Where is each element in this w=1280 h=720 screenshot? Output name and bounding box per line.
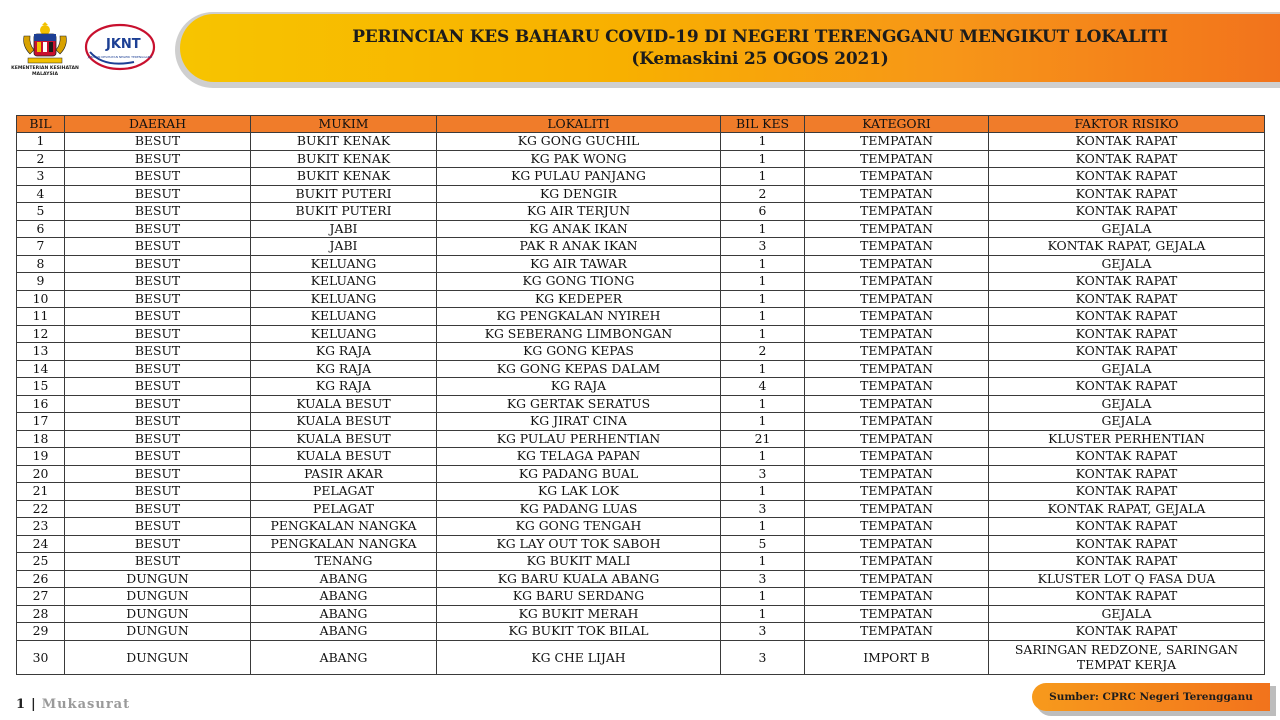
- table-cell: BESUT: [65, 500, 251, 518]
- table-cell: KG LAK LOK: [437, 483, 721, 501]
- table-cell: KLUSTER LOT Q FASA DUA: [989, 570, 1265, 588]
- table-cell: TEMPATAN: [805, 413, 989, 431]
- column-header: KATEGORI: [805, 116, 989, 133]
- table-row: [17, 395, 1265, 413]
- table-cell: GEJALA: [989, 605, 1265, 623]
- table-cell: 26: [17, 570, 65, 588]
- table-row: [17, 290, 1265, 308]
- table-row: [17, 325, 1265, 343]
- table-cell: BESUT: [65, 325, 251, 343]
- table-cell: ABANG: [251, 605, 437, 623]
- title-banner: [180, 14, 1280, 82]
- table-row: [17, 448, 1265, 466]
- table-cell: BESUT: [65, 430, 251, 448]
- table-row: [17, 500, 1265, 518]
- table-row: [17, 238, 1265, 256]
- table-row: [17, 185, 1265, 203]
- table-cell: KUALA BESUT: [251, 448, 437, 466]
- table-cell: BESUT: [65, 290, 251, 308]
- table-cell: KELUANG: [251, 325, 437, 343]
- table-cell: 16: [17, 395, 65, 413]
- table-cell: 17: [17, 413, 65, 431]
- table-cell: 15: [17, 378, 65, 396]
- table-cell: 13: [17, 343, 65, 361]
- table-cell: BESUT: [65, 518, 251, 536]
- table-cell: KG PADANG LUAS: [437, 500, 721, 518]
- table-cell: KG PULAU PERHENTIAN: [437, 430, 721, 448]
- jknt-emblem-icon: [84, 22, 156, 72]
- table-header-row: [17, 116, 1265, 133]
- table-cell: 20: [17, 465, 65, 483]
- table-cell: BESUT: [65, 343, 251, 361]
- table-cell: 3: [721, 465, 805, 483]
- table-cell: KELUANG: [251, 290, 437, 308]
- table-cell: 19: [17, 448, 65, 466]
- table-cell: BESUT: [65, 133, 251, 151]
- kkm-logo: [12, 22, 78, 84]
- table-cell: KUALA BESUT: [251, 430, 437, 448]
- table-cell: KONTAK RAPAT: [989, 535, 1265, 553]
- table-cell: KONTAK RAPAT: [989, 133, 1265, 151]
- table-cell: KG PENGKALAN NYIREH: [437, 308, 721, 326]
- table-row: [17, 133, 1265, 151]
- table-cell: TEMPATAN: [805, 185, 989, 203]
- table-cell: DUNGUN: [65, 605, 251, 623]
- table-cell: KG LAY OUT TOK SABOH: [437, 535, 721, 553]
- table-cell: KONTAK RAPAT: [989, 203, 1265, 221]
- table-cell: TEMPATAN: [805, 623, 989, 641]
- table-cell: KONTAK RAPAT, GEJALA: [989, 238, 1265, 256]
- table-cell: 1: [721, 483, 805, 501]
- table-row: [17, 343, 1265, 361]
- table-cell: 18: [17, 430, 65, 448]
- table-cell: BESUT: [65, 535, 251, 553]
- cases-table: [16, 115, 1265, 675]
- table-cell: 1: [721, 255, 805, 273]
- table-cell: 1: [721, 220, 805, 238]
- table-cell: TEMPATAN: [805, 290, 989, 308]
- table-cell: TEMPATAN: [805, 325, 989, 343]
- table-cell: DUNGUN: [65, 588, 251, 606]
- table-cell: 5: [721, 535, 805, 553]
- table-cell: 1: [721, 413, 805, 431]
- table-cell: BESUT: [65, 360, 251, 378]
- table-cell: KG AIR TERJUN: [437, 203, 721, 221]
- table-cell: KONTAK RAPAT, GEJALA: [989, 500, 1265, 518]
- column-header: MUKIM: [251, 116, 437, 133]
- table-cell: 29: [17, 623, 65, 641]
- table-cell: 9: [17, 273, 65, 291]
- table-cell: ABANG: [251, 588, 437, 606]
- table-cell: KG SEBERANG LIMBONGAN: [437, 325, 721, 343]
- table-cell: TEMPATAN: [805, 360, 989, 378]
- table-cell: KG BUKIT MERAH: [437, 605, 721, 623]
- table-cell: KG RAJA: [251, 378, 437, 396]
- table-cell: KONTAK RAPAT: [989, 483, 1265, 501]
- table-row: [17, 570, 1265, 588]
- table-cell: KUALA BESUT: [251, 395, 437, 413]
- table-cell: ABANG: [251, 623, 437, 641]
- svg-text:JKNT: JKNT: [106, 37, 141, 52]
- svg-text:JABATAN KESIHATAN NEGERI TEREN: JABATAN KESIHATAN NEGERI TERENGGANU: [87, 55, 153, 59]
- table-cell: KONTAK RAPAT: [989, 465, 1265, 483]
- table-cell: 27: [17, 588, 65, 606]
- table-cell: 4: [17, 185, 65, 203]
- table-row: [17, 273, 1265, 291]
- table-row: [17, 203, 1265, 221]
- table-cell: PELAGAT: [251, 483, 437, 501]
- table-cell: GEJALA: [989, 360, 1265, 378]
- table-cell: BESUT: [65, 448, 251, 466]
- column-header: BIL: [17, 116, 65, 133]
- table-cell: TEMPATAN: [805, 150, 989, 168]
- table-cell: JABI: [251, 238, 437, 256]
- table-cell: KG BARU KUALA ABANG: [437, 570, 721, 588]
- table-cell: DUNGUN: [65, 640, 251, 674]
- table-cell: 1: [721, 150, 805, 168]
- table-cell: BESUT: [65, 273, 251, 291]
- table-cell: TEMPATAN: [805, 448, 989, 466]
- table-cell: KG GONG GUCHIL: [437, 133, 721, 151]
- table-cell: KG RAJA: [437, 378, 721, 396]
- table-cell: TENANG: [251, 553, 437, 571]
- table-row: [17, 623, 1265, 641]
- table-cell: 1: [721, 360, 805, 378]
- table-cell: KG TELAGA PAPAN: [437, 448, 721, 466]
- table-cell: 1: [721, 518, 805, 536]
- table-cell: 1: [721, 273, 805, 291]
- table-cell: KONTAK RAPAT: [989, 290, 1265, 308]
- table-cell: PENGKALAN NANGKA: [251, 535, 437, 553]
- table-cell: KG GERTAK SERATUS: [437, 395, 721, 413]
- table-cell: 10: [17, 290, 65, 308]
- table-cell: 3: [721, 570, 805, 588]
- table-cell: KONTAK RAPAT: [989, 518, 1265, 536]
- table-cell: KONTAK RAPAT: [989, 553, 1265, 571]
- table-cell: BUKIT KENAK: [251, 150, 437, 168]
- table-cell: BESUT: [65, 168, 251, 186]
- table-row: [17, 150, 1265, 168]
- table-cell: 4: [721, 378, 805, 396]
- table-cell: 1: [721, 168, 805, 186]
- table-cell: TEMPATAN: [805, 203, 989, 221]
- table-cell: TEMPATAN: [805, 133, 989, 151]
- table-cell: KG AIR TAWAR: [437, 255, 721, 273]
- table-cell: 11: [17, 308, 65, 326]
- table-cell: 2: [721, 343, 805, 361]
- table-cell: KELUANG: [251, 308, 437, 326]
- table-cell: KG JIRAT CINA: [437, 413, 721, 431]
- table-cell: 24: [17, 535, 65, 553]
- table-cell: KONTAK RAPAT: [989, 185, 1265, 203]
- page-subtitle: (Kemaskini 25 OGOS 2021): [631, 49, 889, 69]
- table-cell: GEJALA: [989, 413, 1265, 431]
- table-cell: KG BUKIT MALI: [437, 553, 721, 571]
- table-cell: BESUT: [65, 395, 251, 413]
- table-cell: KG BARU SERDANG: [437, 588, 721, 606]
- table-cell: TEMPATAN: [805, 273, 989, 291]
- page-separator: |: [31, 697, 36, 712]
- table-cell: KONTAK RAPAT: [989, 588, 1265, 606]
- table-cell: PASIR AKAR: [251, 465, 437, 483]
- table-cell: KG BUKIT TOK BILAL: [437, 623, 721, 641]
- table-cell: 14: [17, 360, 65, 378]
- source-badge: Sumber: CPRC Negeri Terengganu: [1032, 683, 1270, 711]
- table-cell: 1: [721, 588, 805, 606]
- table-cell: 12: [17, 325, 65, 343]
- table-row: [17, 465, 1265, 483]
- table-cell: 3: [721, 623, 805, 641]
- table-body: [17, 133, 1265, 675]
- table-cell: 3: [721, 640, 805, 674]
- table-cell: BESUT: [65, 220, 251, 238]
- table-cell: KG GONG TIONG: [437, 273, 721, 291]
- table-cell: TEMPATAN: [805, 465, 989, 483]
- table-cell: TEMPATAN: [805, 238, 989, 256]
- table-cell: BESUT: [65, 255, 251, 273]
- page-title: PERINCIAN KES BAHARU COVID-19 DI NEGERI TERENGGANU MENGIKUT LOKALITI: [352, 27, 1168, 47]
- table-cell: TEMPATAN: [805, 343, 989, 361]
- table-cell: TEMPATAN: [805, 570, 989, 588]
- table-row: [17, 553, 1265, 571]
- table-cell: KELUANG: [251, 273, 437, 291]
- table-cell: GEJALA: [989, 395, 1265, 413]
- table-cell: KG GONG KEPAS DALAM: [437, 360, 721, 378]
- table-cell: TEMPATAN: [805, 553, 989, 571]
- table-cell: 1: [721, 605, 805, 623]
- table-row: [17, 255, 1265, 273]
- table-cell: 23: [17, 518, 65, 536]
- table-cell: KUALA BESUT: [251, 413, 437, 431]
- table-cell: BESUT: [65, 465, 251, 483]
- table-cell: 5: [17, 203, 65, 221]
- table-row: [17, 483, 1265, 501]
- table-cell: KG PULAU PANJANG: [437, 168, 721, 186]
- table-cell: ABANG: [251, 570, 437, 588]
- table-cell: BESUT: [65, 413, 251, 431]
- page-indicator: [16, 697, 130, 712]
- page-number: 1: [16, 697, 26, 712]
- table-cell: TEMPATAN: [805, 518, 989, 536]
- table-row: [17, 605, 1265, 623]
- table-cell: KG PADANG BUAL: [437, 465, 721, 483]
- table-cell: TEMPATAN: [805, 220, 989, 238]
- table-cell: 25: [17, 553, 65, 571]
- table-cell: TEMPATAN: [805, 168, 989, 186]
- table-cell: BUKIT PUTERI: [251, 203, 437, 221]
- table-cell: KONTAK RAPAT: [989, 448, 1265, 466]
- table-cell: KG RAJA: [251, 360, 437, 378]
- table-cell: BESUT: [65, 378, 251, 396]
- table-row: [17, 360, 1265, 378]
- table-cell: KG DENGIR: [437, 185, 721, 203]
- table-row: [17, 518, 1265, 536]
- table-cell: 1: [721, 448, 805, 466]
- table-cell: BUKIT KENAK: [251, 168, 437, 186]
- table-cell: PAK R ANAK IKAN: [437, 238, 721, 256]
- table-cell: TEMPATAN: [805, 378, 989, 396]
- table-cell: BESUT: [65, 553, 251, 571]
- table-row: [17, 588, 1265, 606]
- table-cell: IMPORT B: [805, 640, 989, 674]
- table-cell: SARINGAN REDZONE, SARINGAN TEMPAT KERJA: [989, 640, 1265, 674]
- table-cell: KELUANG: [251, 255, 437, 273]
- table-cell: KONTAK RAPAT: [989, 343, 1265, 361]
- table-cell: TEMPATAN: [805, 605, 989, 623]
- table-cell: TEMPATAN: [805, 255, 989, 273]
- table-cell: 22: [17, 500, 65, 518]
- table-cell: BESUT: [65, 308, 251, 326]
- table-cell: 8: [17, 255, 65, 273]
- table-cell: DUNGUN: [65, 623, 251, 641]
- table-cell: ABANG: [251, 640, 437, 674]
- table-cell: 1: [17, 133, 65, 151]
- column-header: BIL KES: [721, 116, 805, 133]
- table-row: [17, 308, 1265, 326]
- table-cell: 2: [17, 150, 65, 168]
- table-cell: KLUSTER PERHENTIAN: [989, 430, 1265, 448]
- table-cell: 3: [721, 238, 805, 256]
- table-cell: BESUT: [65, 203, 251, 221]
- table-cell: KONTAK RAPAT: [989, 325, 1265, 343]
- table-cell: DUNGUN: [65, 570, 251, 588]
- table-cell: PENGKALAN NANGKA: [251, 518, 437, 536]
- table-cell: TEMPATAN: [805, 430, 989, 448]
- table-cell: KONTAK RAPAT: [989, 273, 1265, 291]
- table-cell: 30: [17, 640, 65, 674]
- table-cell: 7: [17, 238, 65, 256]
- table-row: [17, 535, 1265, 553]
- table-cell: KG GONG KEPAS: [437, 343, 721, 361]
- table-cell: 1: [721, 553, 805, 571]
- coat-of-arms-icon: [20, 22, 70, 66]
- page-word: Mukasurat: [41, 697, 131, 712]
- table-row: [17, 378, 1265, 396]
- table-cell: TEMPATAN: [805, 588, 989, 606]
- table-cell: 3: [721, 500, 805, 518]
- table-cell: TEMPATAN: [805, 395, 989, 413]
- table-cell: PELAGAT: [251, 500, 437, 518]
- kkm-caption: KEMENTERIAN KESIHATAN MALAYSIA: [11, 66, 79, 77]
- table-cell: KG ANAK IKAN: [437, 220, 721, 238]
- table-cell: KG RAJA: [251, 343, 437, 361]
- table-cell: 1: [721, 290, 805, 308]
- table-cell: BUKIT KENAK: [251, 133, 437, 151]
- table-row: [17, 430, 1265, 448]
- table-cell: KONTAK RAPAT: [989, 168, 1265, 186]
- table-row: [17, 220, 1265, 238]
- table-cell: GEJALA: [989, 255, 1265, 273]
- table-cell: TEMPATAN: [805, 500, 989, 518]
- table-cell: BESUT: [65, 150, 251, 168]
- column-header: FAKTOR RISIKO: [989, 116, 1265, 133]
- table-cell: BESUT: [65, 483, 251, 501]
- table-cell: 28: [17, 605, 65, 623]
- table-cell: BESUT: [65, 185, 251, 203]
- table-cell: 6: [721, 203, 805, 221]
- table-cell: KONTAK RAPAT: [989, 150, 1265, 168]
- table-cell: 1: [721, 308, 805, 326]
- table-cell: TEMPATAN: [805, 308, 989, 326]
- table-cell: KG PAK WONG: [437, 150, 721, 168]
- table-cell: 1: [721, 133, 805, 151]
- table-cell: TEMPATAN: [805, 483, 989, 501]
- table-cell: 2: [721, 185, 805, 203]
- table-cell: GEJALA: [989, 220, 1265, 238]
- table-cell: KONTAK RAPAT: [989, 378, 1265, 396]
- table-cell: JABI: [251, 220, 437, 238]
- column-header: DAERAH: [65, 116, 251, 133]
- table-cell: KG CHE LIJAH: [437, 640, 721, 674]
- table-cell: KG KEDEPER: [437, 290, 721, 308]
- table-cell: KG GONG TENGAH: [437, 518, 721, 536]
- table-cell: BUKIT PUTERI: [251, 185, 437, 203]
- table-row: [17, 168, 1265, 186]
- table-cell: 3: [17, 168, 65, 186]
- table-cell: 21: [721, 430, 805, 448]
- table-cell: KONTAK RAPAT: [989, 623, 1265, 641]
- table-cell: 6: [17, 220, 65, 238]
- table-cell: 21: [17, 483, 65, 501]
- table-cell: 1: [721, 325, 805, 343]
- table-row: [17, 413, 1265, 431]
- table-cell: 1: [721, 395, 805, 413]
- table-cell: TEMPATAN: [805, 535, 989, 553]
- column-header: LOKALITI: [437, 116, 721, 133]
- table-cell: BESUT: [65, 238, 251, 256]
- table-row: [17, 640, 1265, 674]
- table-cell: KONTAK RAPAT: [989, 308, 1265, 326]
- jknt-logo: [84, 22, 156, 72]
